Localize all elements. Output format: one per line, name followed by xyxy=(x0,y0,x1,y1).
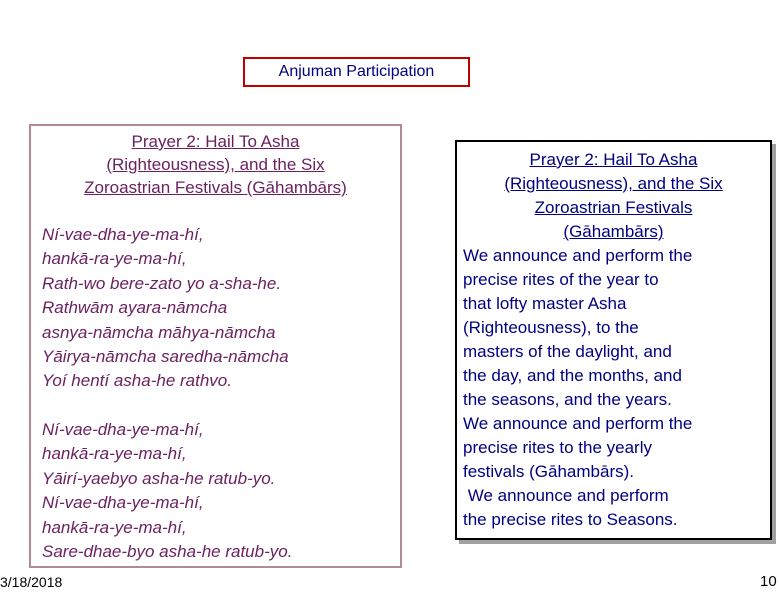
slide-title: Anjuman Participation xyxy=(278,63,435,80)
verse-line: hankā-ra-ye-ma-hí, xyxy=(42,444,187,464)
verse-line: hankā-ra-ye-ma-hí, xyxy=(42,249,187,269)
footer-date: 3/18/2018 xyxy=(0,574,63,590)
translation-line: precise rites to the yearly xyxy=(463,438,652,457)
translation-line: that lofty master Asha xyxy=(463,294,627,313)
verse-line: hankā-ra-ye-ma-hí, xyxy=(42,517,187,537)
translation-body xyxy=(463,244,692,532)
verse-line: asnya-nāmcha māhya-nāmcha xyxy=(42,322,276,342)
translation-line: We announce and perform the xyxy=(463,246,693,265)
translation-line: masters of the daylight, and xyxy=(463,342,672,361)
translation-line: We announce and perform xyxy=(463,486,669,505)
verse-line: Ní-vae-dha-ye-ma-hí, xyxy=(42,493,204,513)
verse-line: Rath-wo bere-zato yo a-sha-he. xyxy=(42,273,282,293)
translation-title xyxy=(457,148,770,244)
verse-1 xyxy=(42,223,289,394)
translation-line: We announce and perform the xyxy=(463,414,693,433)
translation-line: precise rites of the year to xyxy=(463,270,659,289)
translation-line: the day, and the months, and xyxy=(463,366,682,385)
verse-line: Yāirya-nāmcha saredha-nāmcha xyxy=(42,347,289,367)
verse-line: Ní-vae-dha-ye-ma-hí, xyxy=(42,225,204,244)
verse-line: Ní-vae-dha-ye-ma-hí, xyxy=(42,420,204,439)
translation-line: festivals (Gāhambārs). xyxy=(463,462,634,481)
translation-line: the precise rites to Seasons. xyxy=(463,510,678,529)
title-line: Prayer 2: Hail To Asha xyxy=(529,150,698,169)
title-line: (Gāhambārs) xyxy=(563,222,664,241)
verse-line: Yoí hentí asha-he rathvo. xyxy=(42,371,232,391)
verse-line: Sare-dhae-byo asha-he ratub-yo. xyxy=(42,542,293,562)
title-line: (Righteousness), and the Six xyxy=(106,155,325,174)
title-line: Prayer 2: Hail To Asha xyxy=(131,132,300,151)
slide-title-box xyxy=(243,57,470,87)
translation-line: (Righteousness), to the xyxy=(463,318,639,337)
translation-line: the seasons, and the years. xyxy=(463,390,672,409)
transliteration-title xyxy=(31,130,400,199)
title-line: (Righteousness), and the Six xyxy=(504,174,723,193)
title-line: Zoroastrian Festivals (Gāhambārs) xyxy=(84,178,347,197)
page-number: 10 xyxy=(760,573,777,590)
transliteration-panel xyxy=(29,124,402,568)
translation-panel xyxy=(455,140,772,540)
verse-line: Rathwām ayara-nāmcha xyxy=(42,298,228,318)
verse-2 xyxy=(42,418,292,564)
title-line: Zoroastrian Festivals xyxy=(534,198,693,217)
verse-line: Yāirí-yaebyo asha-he ratub-yo. xyxy=(42,468,276,488)
